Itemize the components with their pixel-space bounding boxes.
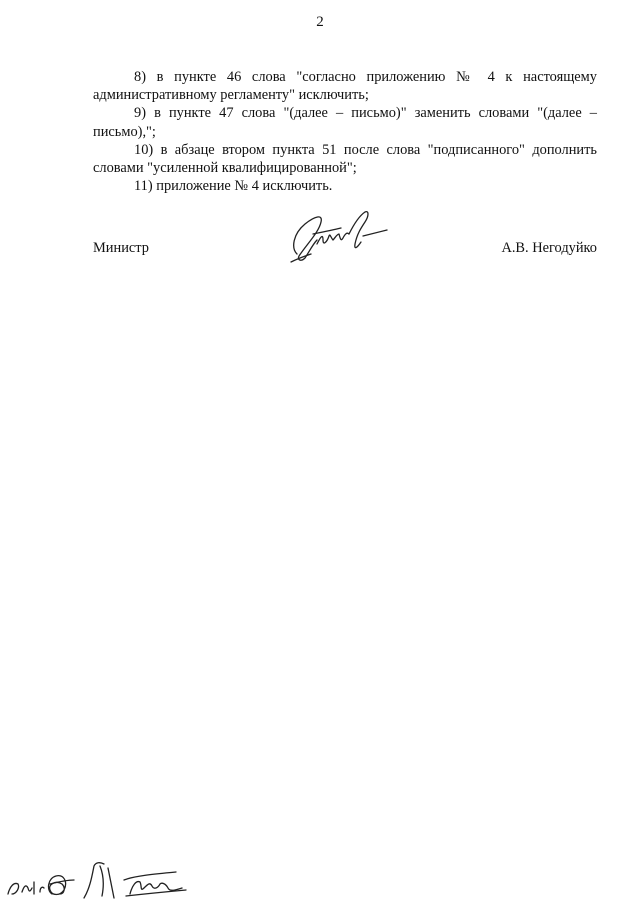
list-item: 11) приложение № 4 исключить. (134, 178, 333, 195)
amendment-list (93, 68, 597, 195)
signature-icon (283, 204, 393, 268)
signer-position: Министр (93, 240, 149, 256)
list-item: 8) в пункте 46 слова "согласно приложению № 4 к настоящему административному регламенту" исключить; (93, 69, 597, 104)
list-item: 10) в абзаце втором пункта 51 после слова "подписанного" дополнить словами "усиленной квалифицированной"; (93, 141, 597, 177)
list-item: 9) в пункте 47 слова "(далее – письмо)" заменить словами "(далее – письмо),"; (93, 105, 597, 140)
page-number: 2 (316, 14, 324, 30)
initials-icon (4, 858, 194, 900)
signer-name: А.В. Негодуйко (501, 240, 597, 256)
